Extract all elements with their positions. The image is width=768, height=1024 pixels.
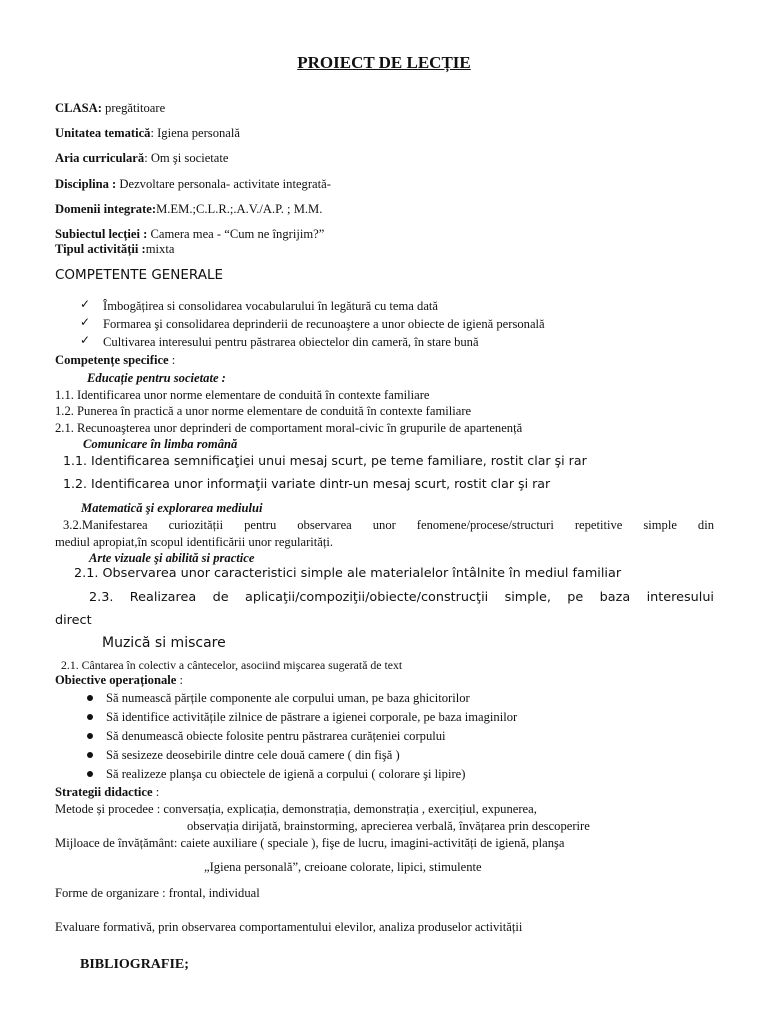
means-text-continued: „Igiena personală”, creioane colorate, lipici, stimulente	[204, 860, 482, 874]
field-label: Subiectul lecției :	[55, 227, 148, 241]
heading-suffix: :	[176, 673, 184, 687]
specific-competences-heading	[55, 352, 175, 368]
field-label: Unitatea tematică	[55, 126, 151, 140]
page-title: PROIECT DE LECȚIE	[297, 53, 471, 72]
field-value: : Om şi societate	[144, 151, 229, 165]
field-value: M.EM.;C.L.R.;.A.V./A.P. ; M.M.	[156, 202, 323, 216]
specific-competence-item: 2.1. Cântarea în colectiv a cântecelor, asociind mişcarea sugerată de text	[61, 658, 403, 672]
heading-label: Strategii didactice	[55, 785, 153, 799]
field-domenii-integrate	[55, 201, 322, 217]
specific-competence-item: 2.1. Observarea unor caracteristici simple ale materialelor întâlnite în mediul familiar	[74, 566, 622, 581]
field-unitatea-tematica	[55, 125, 240, 141]
field-label: Disciplina :	[55, 177, 117, 191]
objective-item: Să identifice activitățile zilnice de păstrare a igienei corporale, pe baza imaginilor	[106, 710, 518, 724]
general-competence-item: Îmbogățirea si consolidarea vocabularului în legătură cu tema dată	[103, 299, 438, 313]
field-tipul-activitatii	[55, 241, 174, 257]
check-icon: ✓	[80, 333, 91, 347]
specific-competence-item: 1.2. Identificarea unor informaţii variate dintr-un mesaj scurt, rostit clar şi rar	[63, 476, 551, 491]
subsection-arte: Arte vizuale şi abilită si practice	[89, 551, 255, 565]
bullet-icon	[87, 714, 93, 720]
field-label: Domenii integrate:	[55, 202, 157, 216]
specific-competence-item: 1.2. Punerea în practică a unor norme elementare de conduită în contexte familiare	[55, 404, 472, 418]
field-label: Aria curriculară	[55, 151, 145, 165]
objective-item: Să numească părțile componente ale corpului uman, pe baza ghicitorilor	[106, 691, 470, 705]
strategies-heading	[55, 784, 159, 800]
field-value: pregătitoare	[101, 101, 166, 115]
field-aria-curriculara	[55, 150, 228, 166]
subsection-comunicare: Comunicare în limba română	[83, 437, 238, 451]
field-clasa	[55, 100, 165, 116]
field-label: Tipul activității :	[55, 242, 146, 256]
specific-competence-item: 2.1. Recunoaşterea unor deprinderi de comportament moral-civic în grupurile de apartenență	[55, 421, 523, 435]
field-value: : Igiena personală	[150, 126, 240, 140]
forms-text: Forme de organizare : frontal, individual	[55, 886, 260, 900]
field-value: mixta	[145, 242, 175, 256]
specific-competence-item: 2.3. Realizarea de aplicaţii/compoziţii/obiecte/construcţii simple, pe baza interesului	[89, 590, 714, 605]
subsection-educatie: Educație pentru societate :	[87, 371, 226, 385]
field-value: Dezvoltare personala- activitate integrată-	[116, 177, 331, 191]
objective-item: Să denumească obiecte folosite pentru păstrarea curățeniei corpului	[106, 729, 446, 743]
specific-competence-item-continued: mediul apropiat,în scopul identificării unor regularități.	[55, 535, 334, 549]
general-competence-item: Formarea şi consolidarea deprinderii de recunoaştere a unor obiecte de igienă personală	[103, 317, 545, 331]
bullet-icon	[87, 695, 93, 701]
objective-item: Să realizeze planşa cu obiectele de igienă a corpului ( colorare şi lipire)	[106, 767, 466, 781]
field-label: CLASA:	[55, 101, 102, 115]
specific-competence-item-continued: direct	[55, 613, 92, 628]
section-heading-general: COMPETENTE GENERALE	[55, 267, 224, 283]
objectives-heading	[55, 672, 183, 688]
subsection-matematica: Matematică şi explorarea mediului	[81, 501, 263, 515]
heading-suffix: :	[152, 785, 160, 799]
heading-suffix: :	[168, 353, 176, 367]
subsection-muzica: Muzică si miscare	[102, 635, 226, 651]
methods-text: Metode și procedee : conversația, explicația, demonstrația, demonstrația , exercițiul, expunerea,	[55, 802, 537, 816]
evaluation-text: Evaluare formativă, prin observarea comportamentului elevilor, analiza produselor activității	[55, 920, 523, 934]
field-value: Camera mea - “Cum ne îngrijim?”	[147, 227, 325, 241]
specific-competence-item: 3.2.Manifestarea curiozității pentru observarea unor fenomene/procese/structuri repetitive simple din	[63, 518, 714, 532]
field-subiectul-lectiei	[55, 226, 324, 242]
check-icon: ✓	[80, 297, 91, 311]
general-competence-item: Cultivarea interesului pentru păstrarea obiectelor din cameră, în stare bună	[103, 335, 479, 349]
objective-item: Să sesizeze deosebirile dintre cele două camere ( din fişă )	[106, 748, 400, 762]
bullet-icon	[87, 771, 93, 777]
bullet-icon	[87, 752, 93, 758]
field-disciplina	[55, 176, 331, 192]
means-text: Mijloace de învățământ: caiete auxiliare ( speciale ), fişe de lucru, imagini-activități de igienă, planşa	[55, 836, 565, 850]
specific-competence-item: 1.1. Identificarea semnificaţiei unui mesaj scurt, pe teme familiare, rostit clar şi rar	[63, 453, 587, 468]
heading-label: Obiective operaționale	[55, 673, 177, 687]
check-icon: ✓	[80, 315, 91, 329]
specific-competence-item: 1.1. Identificarea unor norme elementare de conduită în contexte familiare	[55, 388, 430, 402]
methods-text-continued: observația dirijată, brainstorming, aprecierea verbală, învățarea prin descoperire	[187, 819, 590, 833]
bibliography-heading: BIBLIOGRAFIE;	[80, 957, 189, 972]
bullet-icon	[87, 733, 93, 739]
heading-label: Competențe specifice	[55, 353, 169, 367]
